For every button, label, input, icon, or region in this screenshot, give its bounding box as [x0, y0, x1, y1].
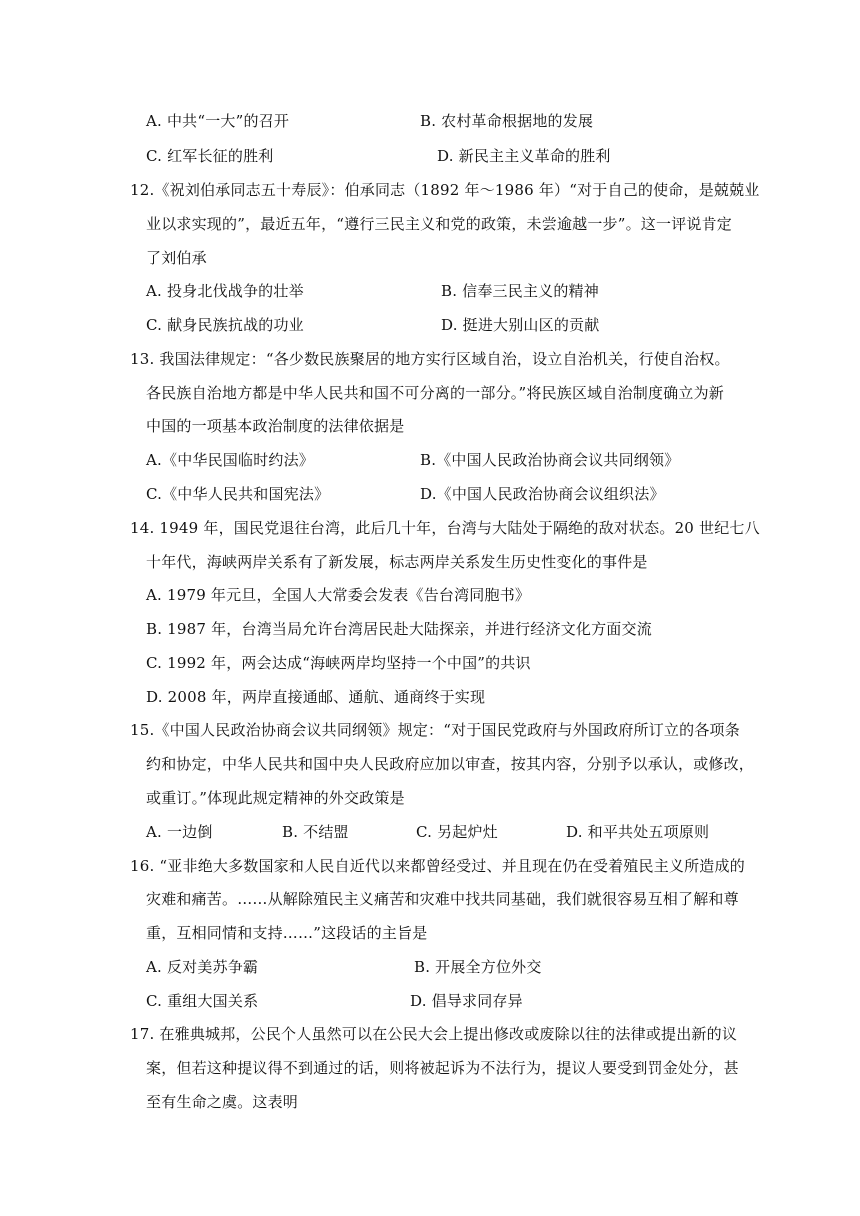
q12-stem-line-2: 业以求实现的”，最近五年，“遵行三民主义和党的政策，未尝逾越一步”。这一评说肯定	[146, 215, 733, 233]
q11-option-d: D. 新民主主义革命的胜利	[437, 147, 611, 165]
q16-option-c: C. 重组大国关系	[146, 992, 259, 1010]
q14-option-d: D. 2008 年，两岸直接通邮、通航、通商终于实现	[146, 688, 486, 706]
q15-stem-line-1: 15.《中国人民政治协商会议共同纲领》规定：“对于国民党政府与外国政府所订立的各项条	[130, 721, 740, 739]
q14-option-c: C. 1992 年，两会达成“海峡两岸均坚持一个中国”的共识	[146, 654, 531, 672]
q13-option-c: C.《中华人民共和国宪法》	[146, 485, 330, 503]
q17-stem-line-1: 17. 在雅典城邦，公民个人虽然可以在公民大会上提出修改或废除以往的法律或提出新的议	[130, 1025, 738, 1043]
q13-stem-line-1: 13. 我国法律规定：“各少数民族聚居的地方实行区域自治，设立自治机关，行使自治权。	[130, 350, 730, 368]
q13-option-b: B.《中国人民政治协商会议共同纲领》	[420, 451, 680, 469]
q12-option-b: B. 信奉三民主义的精神	[441, 282, 599, 300]
q13-stem-line-2: 各民族自治地方都是中华人民共和国不可分离的一部分。”将民族区域自治制度确立为新	[146, 384, 724, 402]
q12-option-c: C. 献身民族抗战的功业	[146, 316, 304, 334]
q15-option-b: B. 不结盟	[282, 823, 349, 841]
q13-option-d: D.《中国人民政治协商会议组织法》	[420, 485, 665, 503]
q11-option-a: A. 中共“一大”的召开	[146, 112, 290, 130]
q16-stem-line-2: 灾难和痛苦。……从解除殖民主义痛苦和灾难中找共同基础，我们就很容易互相了解和尊	[146, 890, 739, 908]
q11-option-c: C. 红军长征的胜利	[146, 147, 274, 165]
q13-stem-line-3: 中国的一项基本政治制度的法律依据是	[146, 417, 405, 435]
q11-option-b: B. 农村革命根据地的发展	[420, 112, 594, 130]
q16-stem-line-1: 16. “亚非绝大多数国家和人民自近代以来都曾经受过、并且现在仍在受着殖民主义所造成的	[130, 857, 745, 875]
q16-option-b: B. 开展全方位外交	[414, 958, 542, 976]
q12-stem-line-3: 了刘伯承	[146, 249, 207, 267]
q16-option-a: A. 反对美苏争霸	[146, 958, 259, 976]
q14-option-a: A. 1979 年元旦，全国人大常委会发表《告台湾同胞书》	[146, 586, 531, 604]
q12-stem-line-1: 12.《祝刘伯承同志五十寿辰》：伯承同志（1892 年～1986 年）“对于自己的使命，是兢兢业	[130, 181, 760, 199]
q16-option-d: D. 倡导求同存异	[410, 992, 523, 1010]
q13-option-a: A.《中华民国临时约法》	[146, 451, 315, 469]
q12-option-a: A. 投身北伐战争的壮举	[146, 282, 304, 300]
q17-stem-line-3: 至有生命之虞。这表明	[146, 1093, 299, 1111]
q16-stem-line-3: 重，互相同情和支持……”这段话的主旨是	[146, 924, 428, 942]
q15-option-d: D. 和平共处五项原则	[566, 823, 710, 841]
q15-option-a: A. 一边倒	[146, 823, 213, 841]
q14-stem-line-2: 十年代，海峡两岸关系有了新发展，标志两岸关系发生历史性变化的事件是	[146, 553, 648, 571]
q15-option-c: C. 另起炉灶	[416, 823, 498, 841]
q12-option-d: D. 挺进大别山区的贡献	[441, 316, 600, 334]
q15-stem-line-3: 或重订。”体现此规定精神的外交政策是	[146, 789, 405, 807]
q14-stem-line-1: 14. 1949 年，国民党退往台湾，此后几十年，台湾与大陆处于隔绝的敌对状态。20 世纪七八	[130, 519, 760, 537]
q15-stem-line-2: 约和协定，中华人民共和国中央人民政府应加以审查，按其内容，分别予以承认，或修改，	[146, 755, 755, 773]
q17-stem-line-2: 案，但若这种提议得不到通过的话，则将被起诉为不法行为，提议人要受到罚金处分，甚	[146, 1059, 739, 1077]
q14-option-b: B. 1987 年，台湾当局允许台湾居民赴大陆探亲，并进行经济文化方面交流	[146, 620, 652, 638]
